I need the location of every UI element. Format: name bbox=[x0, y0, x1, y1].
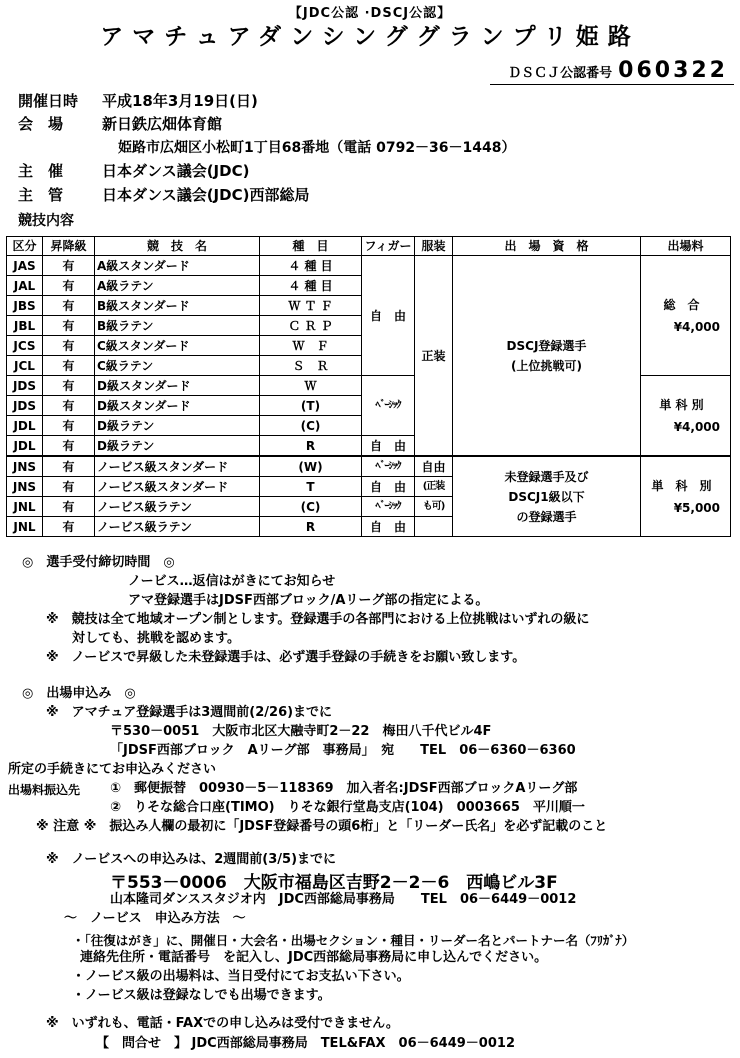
amateur-address1: 〒530－0051 大阪市北区大融寺町2－22 梅田八千代ビル4F bbox=[110, 724, 492, 739]
code-cell: JNS bbox=[7, 477, 43, 497]
contact-line: 【 問合せ 】 JDC西部総局事務局 TEL&FAX 06－6449－0012 bbox=[96, 1036, 515, 1051]
name-cell: A級ラテン bbox=[95, 276, 260, 296]
event-cell: (C) bbox=[260, 497, 362, 517]
name-cell: B級スタンダード bbox=[95, 296, 260, 316]
novice-bullet3: ・ノービス級は登録なしでも出場できます。 bbox=[72, 988, 331, 1003]
amateur-apply-line: ※ アマチュア登録選手は3週間前(2/26)までに bbox=[46, 705, 333, 720]
fee-account-label: 出場料振込先 bbox=[8, 783, 81, 797]
venue-label: 会 場 bbox=[18, 115, 64, 133]
name-cell: ノービス級スタンダード bbox=[95, 456, 260, 477]
code-cell: JNS bbox=[7, 456, 43, 477]
promo-cell: 有 bbox=[43, 497, 95, 517]
header-cell: 区分 bbox=[7, 237, 43, 256]
date-row bbox=[18, 90, 258, 111]
apply-heading: ◎ 出場申込み ◎ bbox=[22, 686, 136, 701]
qualification-line: 未登録選手及び bbox=[504, 469, 589, 484]
dscj-number: 060322 bbox=[618, 58, 728, 83]
event-cell: Ｗ Ｆ bbox=[260, 336, 362, 356]
page-title: アマチュアダンシンググランプリ姫路 bbox=[100, 24, 640, 50]
promo-cell: 有 bbox=[43, 296, 95, 316]
qualification-line: (上位挑戦可) bbox=[511, 358, 582, 373]
event-cell: R bbox=[260, 517, 362, 537]
manager-row bbox=[18, 184, 309, 205]
promo-cell: 有 bbox=[43, 316, 95, 336]
note-open-system: ※ 競技は全て地域オープン制とします。登録選手の各部門における上位挑戦はいずれの級に bbox=[46, 612, 590, 627]
code-cell: JNL bbox=[7, 517, 43, 537]
no-phone-fax-notice: ※ いずれも、電話・FAXでの申し込みは受付できません。 bbox=[46, 1016, 399, 1031]
name-cell: D級スタンダード bbox=[95, 376, 260, 396]
promo-cell: 有 bbox=[43, 396, 95, 416]
novice-bullet2: ・ノービス級の出場料は、当日受付にてお支払い下さい。 bbox=[72, 969, 410, 984]
table-row bbox=[7, 256, 731, 276]
code-cell: JDS bbox=[7, 376, 43, 396]
event-cell: (C) bbox=[260, 416, 362, 436]
competition-table bbox=[6, 236, 731, 537]
deadline-heading: ◎ 選手受付締切時間 ◎ bbox=[22, 555, 175, 570]
dress-cell: 自由 bbox=[415, 456, 453, 477]
payment-option-1: ① 郵便振替 00930－5－118369 加入者名:JDSF西部ブロックAリーグ部 bbox=[110, 781, 578, 796]
host-value: 日本ダンス議会(JDC) bbox=[102, 162, 250, 180]
fee-amount: ¥4,000 bbox=[673, 319, 720, 334]
promo-cell: 有 bbox=[43, 436, 95, 457]
dscj-underline bbox=[490, 84, 734, 85]
dscj-number-block bbox=[508, 58, 728, 83]
name-cell: ノービス級ラテン bbox=[95, 497, 260, 517]
novice-bullet1: ・「往復はがき」に、開催日・大会名・出場セクション・種目・リーダー名とパートナー名（ﾌﾘｶﾞﾅ） bbox=[72, 933, 635, 948]
name-cell: ノービス級ラテン bbox=[95, 517, 260, 537]
header-cell: 競 技 名 bbox=[95, 237, 260, 256]
header-cell: フィガー bbox=[362, 237, 415, 256]
qualification-line: DSCJ1級以下 bbox=[508, 489, 585, 504]
host-label: 主 催 bbox=[18, 162, 64, 180]
novice-address1: 〒553－0006 大阪市福島区吉野2－2－6 西嶋ビル3F bbox=[110, 873, 558, 893]
header-cell: 種 目 bbox=[260, 237, 362, 256]
figure-cell: 自 由 bbox=[362, 477, 415, 497]
code-cell: JBS bbox=[7, 296, 43, 316]
name-cell: A級スタンダード bbox=[95, 256, 260, 276]
qualification-line: DSCJ登録選手 bbox=[506, 338, 587, 353]
name-cell: ノービス級スタンダード bbox=[95, 477, 260, 497]
fee-amount: ¥4,000 bbox=[673, 419, 720, 434]
promo-cell: 有 bbox=[43, 477, 95, 497]
promo-cell: 有 bbox=[43, 336, 95, 356]
promo-cell: 有 bbox=[43, 376, 95, 396]
event-cell: Ｗ Ｔ Ｆ bbox=[260, 296, 362, 316]
event-cell: R bbox=[260, 436, 362, 457]
dress-cell: も可) bbox=[415, 497, 453, 517]
dscj-label: ＤＳＣＪ公認番号 bbox=[508, 66, 613, 81]
promo-cell: 有 bbox=[43, 256, 95, 276]
manager-value: 日本ダンス議会(JDC)西部総局 bbox=[102, 186, 310, 204]
dress-cell bbox=[415, 517, 453, 537]
fee-amount: ¥5,000 bbox=[673, 500, 720, 515]
payment-option-2: ② りそな総合口座(TIMO) りそな銀行堂島支店(104) 0003665 平川順一 bbox=[110, 800, 585, 815]
novice-bullet1-cont: 連絡先住所・電話番号 を記入し、JDC西部総局事務局に申し込んでください。 bbox=[80, 950, 548, 965]
event-cell: (W) bbox=[260, 456, 362, 477]
header-cell: 出 場 資 格 bbox=[453, 237, 641, 256]
manager-label: 主 管 bbox=[18, 186, 64, 204]
deadline-line2: アマ登録選手はJDSF西部ブロック/Aリーグ部の指定による。 bbox=[128, 593, 489, 608]
dress-cell: 正装 bbox=[415, 256, 453, 457]
novice-address2: 山本隆司ダンススタジオ内 JDC西部総局事務局 TEL 06－6449－0012 bbox=[110, 892, 577, 907]
name-cell: D級ラテン bbox=[95, 416, 260, 436]
header-cell: 昇降級 bbox=[43, 237, 95, 256]
fee-label: 総 合 bbox=[663, 297, 700, 312]
event-cell: Ｓ Ｒ bbox=[260, 356, 362, 376]
figure-cell: ﾍﾞｰｼｯｸ bbox=[362, 497, 415, 517]
figure-cell: 自 由 bbox=[362, 436, 415, 457]
promo-cell: 有 bbox=[43, 356, 95, 376]
header-tag: 【JDC公認 ·DSCJ公認】 bbox=[288, 6, 452, 21]
fee-label: 単 科 別 bbox=[659, 397, 704, 412]
code-cell: JDL bbox=[7, 416, 43, 436]
venue-row bbox=[18, 113, 222, 134]
code-cell: JAL bbox=[7, 276, 43, 296]
name-cell: B級ラテン bbox=[95, 316, 260, 336]
header-cell: 服装 bbox=[415, 237, 453, 256]
amateur-address2: 「JDSF西部ブロック Aリーグ部 事務局」 宛 TEL 06－6360－6360 bbox=[110, 743, 576, 758]
event-cell: T bbox=[260, 477, 362, 497]
contents-label: 競技内容 bbox=[18, 213, 74, 229]
figure-cell: ﾍﾞｰｼｯｸ bbox=[362, 456, 415, 477]
promo-cell: 有 bbox=[43, 456, 95, 477]
promo-cell: 有 bbox=[43, 416, 95, 436]
venue-value: 新日鉄広畑体育館 bbox=[102, 115, 223, 133]
qualification-cell-novice bbox=[453, 456, 641, 537]
fee-cell-novice bbox=[641, 456, 731, 537]
table-header-row bbox=[7, 237, 731, 256]
note-novice-register: ※ ノービスで昇級した未登録選手は、必ず選手登録の手続きをお願い致します。 bbox=[46, 650, 526, 665]
note-open-system-cont: 対しても、挑戦を認めます。 bbox=[72, 631, 240, 646]
figure-cell: 自 由 bbox=[362, 517, 415, 537]
table-row bbox=[7, 456, 731, 477]
qualification-cell-registered bbox=[453, 256, 641, 457]
header-cell: 出場料 bbox=[641, 237, 731, 256]
host-row bbox=[18, 160, 249, 181]
promo-cell: 有 bbox=[43, 517, 95, 537]
novice-method-heading: ～ ノービス 申込み方法 ～ bbox=[64, 911, 246, 926]
code-cell: JDS bbox=[7, 396, 43, 416]
code-cell: JDL bbox=[7, 436, 43, 457]
code-cell: JBL bbox=[7, 316, 43, 336]
event-cell: ４ 種 目 bbox=[260, 276, 362, 296]
figure-cell: ﾍﾞｰｼｯｸ bbox=[362, 376, 415, 436]
deadline-line1: ノービス…返信はがきにてお知らせ bbox=[128, 574, 336, 589]
promo-cell: 有 bbox=[43, 276, 95, 296]
fee-cell-single bbox=[641, 376, 731, 457]
code-cell: JCS bbox=[7, 336, 43, 356]
novice-apply-line: ※ ノービスへの申込みは、2週間前(3/5)までに bbox=[46, 852, 337, 867]
venue-address: 姫路市広畑区小松町1丁目68番地（電話 0792－36－1448） bbox=[118, 140, 516, 156]
code-cell: JNL bbox=[7, 497, 43, 517]
date-label: 開催日時 bbox=[18, 92, 79, 110]
event-cell: Ｃ Ｒ Ｐ bbox=[260, 316, 362, 336]
dress-cell: (正装 bbox=[415, 477, 453, 497]
code-cell: JAS bbox=[7, 256, 43, 276]
fee-label: 単 科 別 bbox=[651, 478, 712, 493]
event-cell: (T) bbox=[260, 396, 362, 416]
procedure-line: 所定の手続きにてお申込みください bbox=[8, 762, 217, 777]
name-cell: D級スタンダード bbox=[95, 396, 260, 416]
event-cell: ４ 種 目 bbox=[260, 256, 362, 276]
event-cell: Ｗ bbox=[260, 376, 362, 396]
date-value: 平成18年3月19日(日) bbox=[102, 92, 258, 110]
name-cell: C級ラテン bbox=[95, 356, 260, 376]
fee-cell-combined bbox=[641, 256, 731, 376]
caution-line: ※ 注意 ※ 振込み人欄の最初に「JDSF登録番号の頭6桁」と「リーダー氏名」を必ず記載のこと bbox=[36, 819, 608, 834]
qualification-line: の登録選手 bbox=[516, 509, 577, 524]
name-cell: D級ラテン bbox=[95, 436, 260, 457]
code-cell: JCL bbox=[7, 356, 43, 376]
name-cell: C級スタンダード bbox=[95, 336, 260, 356]
figure-cell: 自 由 bbox=[362, 256, 415, 376]
